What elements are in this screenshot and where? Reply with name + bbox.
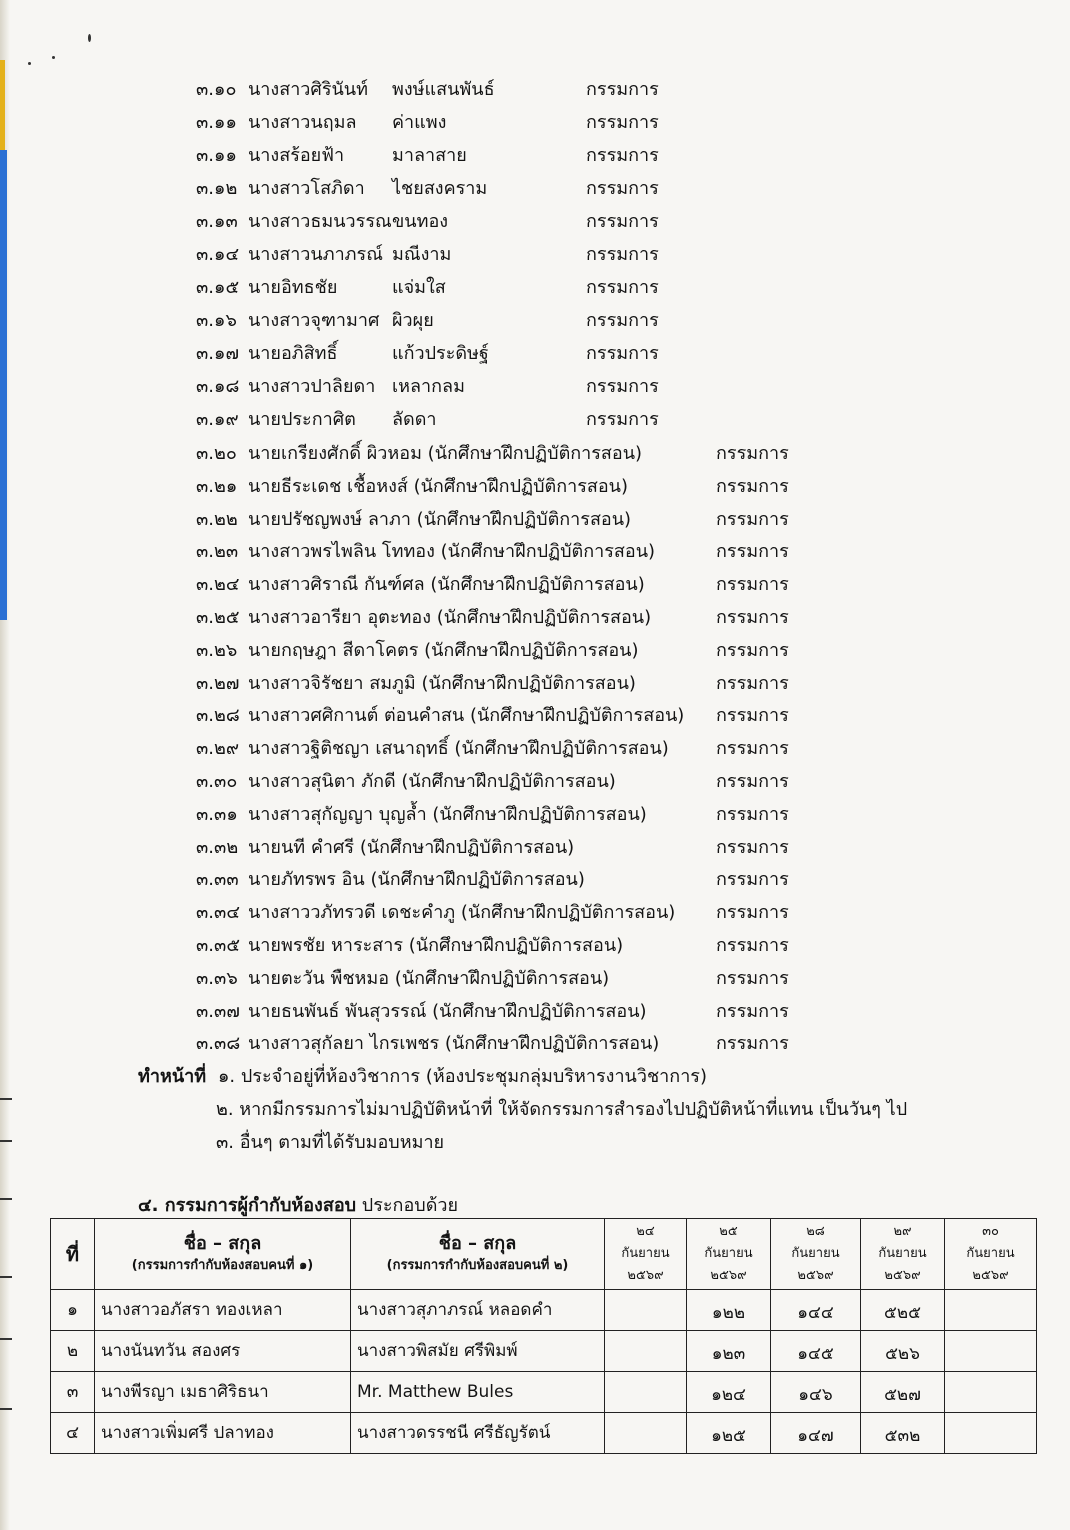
member-role: กรรมการ <box>586 343 659 364</box>
member-role: กรรมการ <box>716 935 789 956</box>
date-year: ๒๕๖๙ <box>710 1268 747 1283</box>
date-year: ๒๕๖๙ <box>972 1268 1009 1283</box>
member-name-affiliation: นายตะวัน พืชหมอ (นักศึกษาฝึกปฏิบัติการสอน) <box>248 967 610 989</box>
member-name-affiliation: นายปรัชญพงษ์ ลาภา (นักศึกษาฝึกปฏิบัติการสอน) <box>248 508 632 530</box>
header-name2 <box>351 1219 605 1290</box>
proctor-2-name: นางสาวดรรชนี ศรีธัญรัตน์ <box>351 1413 605 1454</box>
member-name-affiliation: นายกฤษฎา สีดาโคตร (นักศึกษาฝึกปฏิบัติการสอน) <box>248 639 639 661</box>
member-role: กรรมการ <box>716 803 789 825</box>
member-name-affiliation: นายพรชัย หาระสาร (นักศึกษาฝึกปฏิบัติการสอน) <box>248 935 624 956</box>
member-first-name: นางสาวนฤมล <box>248 112 357 133</box>
member-role: กรรมการ <box>586 409 659 430</box>
date-day: ๒๘ <box>806 1224 825 1239</box>
member-number: ๓.๓๖ <box>196 967 238 989</box>
member-name-affiliation: นายภัทรพร อิน (นักศึกษาฝึกปฏิบัติการสอน) <box>248 869 585 891</box>
member-first-name: นางสาวปาลิยดา <box>248 376 376 397</box>
member-first-name: นางสาวนภาภรณ์ <box>248 244 383 265</box>
member-number: ๓.๓๓ <box>196 869 239 891</box>
header-name1-sub: (กรรมการกำกับห้องสอบคนที่ ๑) <box>131 1258 314 1273</box>
member-number: ๓.๒๔ <box>196 574 240 596</box>
member-first-name: นายประกาศิต <box>248 409 356 430</box>
member-first-name: นางสร้อยฟ้า <box>248 145 345 166</box>
member-role: กรรมการ <box>716 771 789 792</box>
member-role: กรรมการ <box>586 112 659 133</box>
scan-mark <box>0 1408 12 1410</box>
row-number: ๔ <box>51 1413 95 1454</box>
header-no: ที่ <box>51 1219 95 1290</box>
member-role: กรรมการ <box>716 836 789 858</box>
member-role: กรรมการ <box>586 145 659 166</box>
member-role: กรรมการ <box>716 869 789 891</box>
member-role: กรรมการ <box>716 1033 789 1055</box>
proctor-2-name: นางสาวพิสมัย ศรีพิมพ์ <box>351 1331 605 1372</box>
member-name-affiliation: นายธนพันธ์ พันสุวรรณ์ (นักศึกษาฝึกปฏิบัติการสอน) <box>248 1000 647 1022</box>
room-24 <box>605 1290 687 1331</box>
member-number: ๓.๓๕ <box>196 935 240 956</box>
member-last-name: มณีงาม <box>392 244 452 265</box>
member-role: กรรมการ <box>716 607 789 628</box>
member-number: ๓.๓๔ <box>196 902 240 924</box>
member-number: ๓.๓๑ <box>196 803 238 825</box>
proctor-table-body <box>51 1290 1037 1454</box>
room-29: ๕๓๒ <box>861 1413 945 1454</box>
scan-speck <box>52 56 55 59</box>
row-number: ๓ <box>51 1372 95 1413</box>
member-role: กรรมการ <box>716 508 789 530</box>
table-row <box>51 1372 1037 1413</box>
member-name-affiliation: นางสาวสุนิตา ภักดี (นักศึกษาฝึกปฏิบัติการสอน) <box>248 771 616 792</box>
member-number: ๓.๓๐ <box>196 771 238 792</box>
member-number: ๓.๒๒ <box>196 508 238 530</box>
member-number: ๓.๑๑ <box>196 112 237 133</box>
date-day: ๒๕ <box>719 1224 738 1239</box>
member-role: กรรมการ <box>716 639 789 661</box>
member-name-affiliation: นางสาววภัทรวดี เดชะคำภู (นักศึกษาฝึกปฏิบัติการสอน) <box>248 902 676 924</box>
member-last-name: ขนทอง <box>392 211 449 232</box>
member-name-affiliation: นายธีระเดช เชื้อหงส์ (นักศึกษาฝึกปฏิบัติการสอน) <box>248 475 628 497</box>
scan-speck <box>88 34 91 42</box>
room-28: ๑๔๕ <box>771 1331 861 1372</box>
member-number: ๓.๒๗ <box>196 672 240 694</box>
proctor-1-name: นางสาวเพิ่มศรี ปลาทอง <box>95 1413 351 1454</box>
member-first-name: นางสาวจุฑามาศ <box>248 310 380 331</box>
member-number: ๓.๒๕ <box>196 607 240 628</box>
scan-mark <box>0 1140 12 1142</box>
member-number: ๓.๒๖ <box>196 639 238 661</box>
member-number: ๓.๒๓ <box>196 541 239 563</box>
member-first-name: นางสาวโสภิดา <box>248 178 365 199</box>
member-role: กรรมการ <box>716 475 789 497</box>
proctor-2-name: Mr. Matthew Bules <box>351 1372 605 1413</box>
header-date-24 <box>605 1219 687 1290</box>
member-name-affiliation: นางสาวสุกัลยา ไกรเพชร (นักศึกษาฝึกปฏิบัติการสอน) <box>248 1033 660 1055</box>
table-row <box>51 1290 1037 1331</box>
member-number: ๓.๒๙ <box>196 738 240 760</box>
member-last-name: แจ่มใส <box>392 277 446 298</box>
room-24 <box>605 1331 687 1372</box>
duty-item-1: ๑. ประจำอยู่ที่ห้องวิชาการ (ห้องประชุมกลุ่มบริหารงานวิชาการ) <box>218 1066 707 1087</box>
room-29: ๕๒๗ <box>861 1372 945 1413</box>
member-role: กรรมการ <box>716 967 789 989</box>
member-name-affiliation: นางสาวอารียา อุตะทอง (นักศึกษาฝึกปฏิบัติการสอน) <box>248 607 652 628</box>
room-30 <box>945 1413 1037 1454</box>
member-number: ๓.๑๖ <box>196 310 237 331</box>
member-role: กรรมการ <box>586 310 659 331</box>
table-header-row <box>51 1219 1037 1290</box>
date-year: ๒๕๖๙ <box>884 1268 921 1283</box>
member-number: ๓.๒๘ <box>196 705 240 727</box>
member-role: กรรมการ <box>716 672 789 694</box>
member-last-name: ผิวผุย <box>392 310 434 331</box>
member-role: กรรมการ <box>716 902 789 924</box>
room-28: ๑๔๖ <box>771 1372 861 1413</box>
room-30 <box>945 1372 1037 1413</box>
section-4-title-bold: ๔. กรรมการผู้กำกับห้องสอบ <box>138 1195 357 1216</box>
header-date-25 <box>687 1219 771 1290</box>
header-date-30 <box>945 1219 1037 1290</box>
member-name-affiliation: นายเกรียงศักดิ์ ผิวหอม (นักศึกษาฝึกปฏิบัติการสอน) <box>248 443 643 464</box>
proctor-1-name: นางสาวอภัสรา ทองเหลา <box>95 1290 351 1331</box>
member-last-name: ลัดดา <box>392 409 437 430</box>
scan-speck <box>28 62 31 65</box>
row-number: ๒ <box>51 1331 95 1372</box>
room-28: ๑๔๔ <box>771 1290 861 1331</box>
duty-item-3: ๓. อื่นๆ ตามที่ได้รับมอบหมาย <box>216 1132 445 1153</box>
room-25: ๑๒๓ <box>687 1331 771 1372</box>
binder-clip-edge <box>0 60 5 150</box>
room-28: ๑๔๗ <box>771 1413 861 1454</box>
date-day: ๒๙ <box>893 1224 912 1239</box>
member-role: กรรมการ <box>586 376 659 397</box>
member-role: กรรมการ <box>716 443 789 464</box>
member-number: ๓.๑๗ <box>196 343 239 364</box>
member-number: ๓.๑๘ <box>196 376 240 397</box>
header-name2-title: ชื่อ – สกุล <box>438 1233 517 1254</box>
table-row <box>51 1413 1037 1454</box>
member-name-affiliation: นางสาวสุกัญญา บุญล้ำ (นักศึกษาฝึกปฏิบัติการสอน) <box>248 803 647 825</box>
section-4-title <box>138 1192 458 1220</box>
member-role: กรรมการ <box>586 178 659 199</box>
room-24 <box>605 1413 687 1454</box>
date-month: กันยายน <box>966 1246 1015 1261</box>
member-first-name: นายอิทธชัย <box>248 277 338 298</box>
member-number: ๓.๑๑ <box>196 145 237 166</box>
member-number: ๓.๓๒ <box>196 836 239 858</box>
member-number: ๓.๒๐ <box>196 443 237 464</box>
section-4-title-rest: ประกอบด้วย <box>356 1195 459 1216</box>
date-day: ๒๔ <box>636 1224 655 1239</box>
member-last-name: เหลากลม <box>392 376 465 397</box>
member-last-name: พงษ์แสนพันธ์ <box>392 79 495 100</box>
duty-item-2: ๒. หากมีกรรมการไม่มาปฏิบัติหน้าที่ ให้จัดกรรมการสำรองไปปฏิบัติหน้าที่แทน เป็นวันๆ ไป <box>216 1099 908 1120</box>
member-name-affiliation: นายนที คำศรี (นักศึกษาฝึกปฏิบัติการสอน) <box>248 836 575 858</box>
member-role: กรรมการ <box>716 1000 789 1022</box>
member-role: กรรมการ <box>716 541 789 563</box>
date-month: กันยายน <box>704 1246 753 1261</box>
member-number: ๓.๑๔ <box>196 244 240 265</box>
member-role: กรรมการ <box>586 79 659 100</box>
row-number: ๑ <box>51 1290 95 1331</box>
room-24 <box>605 1372 687 1413</box>
member-number: ๓.๑๙ <box>196 409 239 430</box>
blue-edge-strip <box>0 150 7 620</box>
member-role: กรรมการ <box>716 705 789 727</box>
table-row <box>51 1331 1037 1372</box>
room-30 <box>945 1331 1037 1372</box>
member-role: กรรมการ <box>716 574 789 596</box>
room-29: ๕๒๖ <box>861 1331 945 1372</box>
header-name2-sub: (กรรมการกำกับห้องสอบคนที่ ๒) <box>386 1258 569 1273</box>
room-25: ๑๒๔ <box>687 1372 771 1413</box>
date-month: กันยายน <box>878 1246 927 1261</box>
member-last-name: มาลาสาย <box>392 145 467 166</box>
member-first-name: นางสาวธมนวรรณ <box>248 211 392 232</box>
member-role: กรรมการ <box>586 277 659 298</box>
member-number: ๓.๑๐ <box>196 79 237 100</box>
room-29: ๕๒๕ <box>861 1290 945 1331</box>
date-month: กันยายน <box>621 1246 670 1261</box>
member-last-name: แก้วประดิษฐ์ <box>392 343 489 364</box>
date-day: ๓๐ <box>982 1224 999 1239</box>
duties-heading: ทำหน้าที่ <box>138 1066 207 1087</box>
room-25: ๑๒๕ <box>687 1413 771 1454</box>
member-name-affiliation: นางสาวฐิติชญา เสนาฤทธิ์ (นักศึกษาฝึกปฏิบัติการสอน) <box>248 738 669 760</box>
member-first-name: นางสาวศิรินันท์ <box>248 79 368 100</box>
date-year: ๒๕๖๙ <box>627 1268 664 1283</box>
member-last-name: ไชยสงคราม <box>392 178 488 199</box>
header-name1-title: ชื่อ – สกุล <box>183 1233 262 1254</box>
header-name1 <box>95 1219 351 1290</box>
date-year: ๒๕๖๙ <box>797 1268 834 1283</box>
scan-mark <box>0 1276 12 1278</box>
header-date-28 <box>771 1219 861 1290</box>
proctor-table <box>50 1218 1037 1454</box>
room-30 <box>945 1290 1037 1331</box>
member-number: ๓.๑๒ <box>196 178 238 199</box>
member-first-name: นายอภิสิทธิ์ <box>248 343 338 364</box>
member-number: ๓.๓๗ <box>196 1000 240 1022</box>
scan-mark <box>0 1198 12 1200</box>
member-name-affiliation: นางสาวศศิกานต์ ต่อนคำสน (นักศึกษาฝึกปฏิบัติการสอน) <box>248 705 685 727</box>
member-role: กรรมการ <box>586 211 659 232</box>
proctor-1-name: นางนันทวัน สองศร <box>95 1331 351 1372</box>
proctor-2-name: นางสาวสุภาภรณ์ หลอดคำ <box>351 1290 605 1331</box>
member-number: ๓.๒๑ <box>196 475 238 497</box>
member-name-affiliation: นางสาวพรไพลิน โททอง (นักศึกษาฝึกปฏิบัติการสอน) <box>248 541 656 563</box>
proctor-1-name: นางพีรญา เมธาศิริธนา <box>95 1372 351 1413</box>
room-25: ๑๒๒ <box>687 1290 771 1331</box>
scan-mark <box>0 1338 12 1340</box>
member-role: กรรมการ <box>716 738 789 760</box>
member-role: กรรมการ <box>586 244 659 265</box>
member-number: ๓.๑๓ <box>196 211 238 232</box>
member-name-affiliation: นางสาวจิรัชยา สมภูมิ (นักศึกษาฝึกปฏิบัติการสอน) <box>248 672 636 694</box>
date-month: กันยายน <box>791 1246 840 1261</box>
member-last-name: ค่าแพง <box>392 112 447 133</box>
member-name-affiliation: นางสาวศิราณี กันฑ์ศล (นักศึกษาฝึกปฏิบัติการสอน) <box>248 574 645 596</box>
header-date-29 <box>861 1219 945 1290</box>
scan-mark <box>0 1098 12 1100</box>
member-number: ๓.๑๕ <box>196 277 240 298</box>
member-number: ๓.๓๘ <box>196 1033 241 1055</box>
